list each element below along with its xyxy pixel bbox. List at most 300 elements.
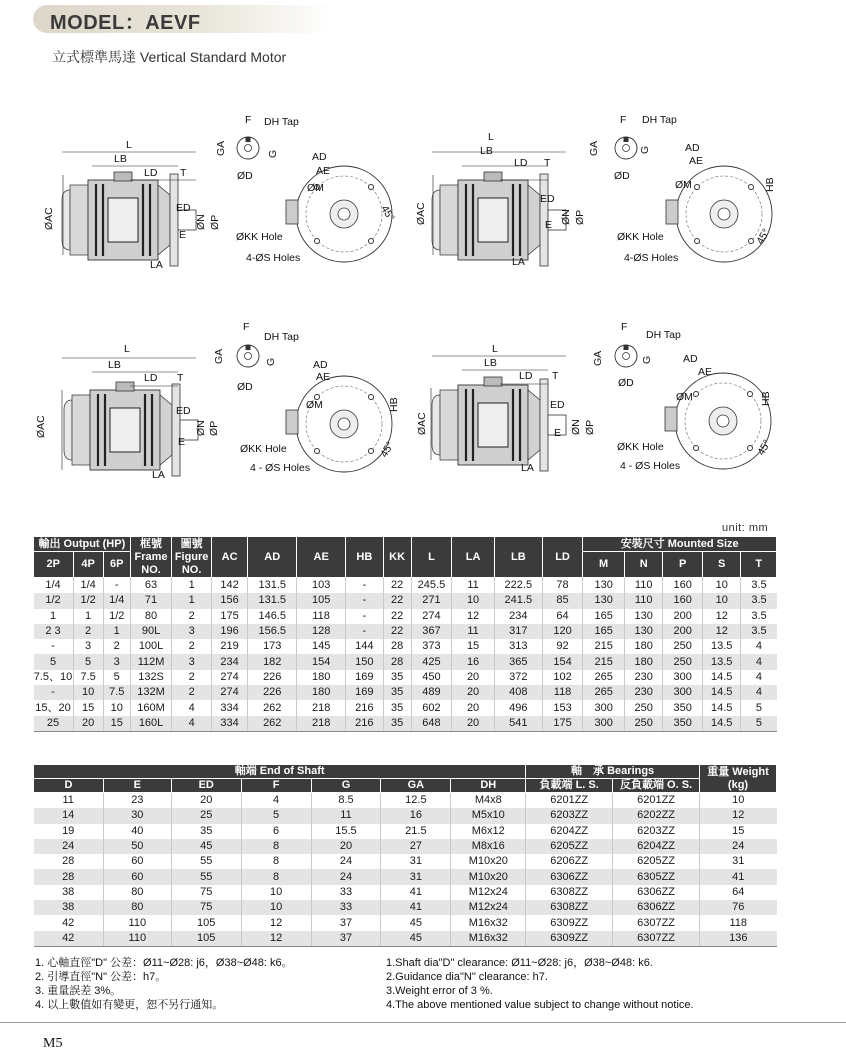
dimension-table-cell: 13.5 (702, 639, 741, 654)
dimension-table-cell: 5 (34, 654, 74, 669)
shaft-table-cell: 15 (700, 824, 777, 839)
fig1-AD: AD (312, 151, 327, 163)
fig2-LB: LB (480, 145, 493, 157)
dimension-table-cell: 2 (172, 609, 212, 624)
col-ED: ED (171, 779, 241, 793)
drawings-svg (0, 90, 846, 520)
fig2-AE: AE (689, 155, 704, 167)
fig3-GA: GA (213, 348, 225, 364)
dimension-table-cell: 132S (130, 670, 172, 685)
shaft-table-cell: 19 (62, 824, 75, 837)
note-zh-4: 4. 以上數值如有變更，恕不另行通知。 (35, 999, 224, 1011)
dimension-table-cell: 4 (741, 670, 777, 685)
fig3-LD: LD (144, 372, 158, 384)
shaft-table-cell: M4x8 (451, 793, 526, 809)
dimension-table-cell: 365 (494, 654, 542, 669)
dimension-table-cell: 20 (452, 685, 495, 700)
shaft-table-cell: 12 (241, 915, 311, 930)
shaft-table-cell: M12x24 (451, 900, 526, 915)
dimension-table-cell: 160M (130, 700, 172, 715)
dimension-table-cell: 215 (583, 654, 625, 669)
col-LS: 負載端 L. S. (526, 779, 613, 793)
fig3-L: L (124, 343, 130, 355)
dimension-table-cell: 1 (73, 609, 103, 624)
shaft-table-cell: 64 (700, 885, 777, 900)
bearings-group-header: 軸 承 Bearings (526, 765, 700, 779)
dimension-table-cell: 4 (741, 654, 777, 669)
dimension-table-cell: 265 (583, 670, 625, 685)
dimension-table-cell: 300 (583, 716, 625, 732)
col-DH: DH (451, 779, 526, 793)
fig3-AE: AE (316, 371, 331, 383)
shaft-table-cell: 6307ZZ (613, 915, 700, 930)
fig1-G: G (267, 149, 279, 158)
fig3-LB: LB (108, 359, 121, 371)
shaft-table-cell: M6x12 (451, 824, 526, 839)
dimension-table-cell: 3.5 (741, 609, 777, 624)
shaft-table-cell: 6306ZZ (613, 885, 700, 900)
fig3-F: F (243, 321, 250, 333)
dimension-table-cell: 35 (383, 685, 411, 700)
shaft-table-cell: 10 (241, 900, 311, 915)
shaft-table-cell: 6306ZZ (613, 900, 700, 915)
col-GA: GA (381, 779, 451, 793)
dimension-table-cell: 2 (172, 670, 212, 685)
shaft-table-cell: 45 (381, 915, 451, 930)
shaft-table-cell: 38 (34, 900, 104, 915)
shaft-table-cell: 80 (103, 885, 171, 900)
dimension-table-cell: 250 (663, 654, 703, 669)
dimension-table-cell: 3 (172, 654, 212, 669)
dimension-table-cell: - (34, 685, 74, 700)
fig4-GA: GA (592, 350, 604, 366)
shaft-table-cell: 28 (34, 869, 104, 884)
fig3-LA: LA (152, 469, 165, 481)
fig2-N: ØN (560, 209, 572, 225)
dimension-table-cell: 234 (494, 609, 542, 624)
dimension-table-cell: 28 (383, 639, 411, 654)
dimension-table-cell: 2 (172, 685, 212, 700)
fig1-L: L (126, 139, 132, 151)
dimension-table-cell: 1/2 (73, 593, 103, 608)
dimension-table-cell: 118 (542, 685, 583, 700)
fig1-E: E (179, 229, 187, 241)
shaft-table-cell: 6204ZZ (613, 839, 700, 854)
dimension-table-cell: 5 (73, 654, 103, 669)
dimension-table-cell: 250 (624, 716, 663, 732)
fig3-P: ØP (208, 420, 220, 436)
dimension-table-row (34, 593, 777, 608)
fig1-GA: GA (215, 140, 227, 156)
shaft-table-cell: 42 (34, 931, 104, 947)
dimension-table-cell: 11 (452, 578, 495, 594)
weight-header: 重量 Weight (kg) (700, 765, 777, 793)
shaft-table-cell: 6202ZZ (613, 808, 700, 823)
dimension-table-cell: 180 (624, 654, 663, 669)
fig4-LA: LA (521, 462, 534, 474)
dimension-table-cell: 250 (663, 639, 703, 654)
dimension-table-cell: 200 (663, 624, 703, 639)
dimension-table-cell: 250 (624, 700, 663, 715)
dimension-table-cell: 373 (411, 639, 452, 654)
fig1-AC: ØAC (43, 207, 55, 230)
dimension-table-cell: 230 (624, 670, 663, 685)
dimension-table-cell: 3.5 (741, 593, 777, 608)
dimension-table-cell: 541 (494, 716, 542, 732)
shaft-table-cell: 41 (700, 869, 777, 884)
dimension-table-cell: 1/4 (45, 579, 61, 592)
dimension-table-cell: 300 (663, 685, 703, 700)
shaft-table-cell: 20 (171, 793, 241, 809)
col-D: D (34, 779, 104, 793)
dimension-table-cell: 102 (542, 670, 583, 685)
col-KK: KK (383, 537, 411, 578)
fig1-N: ØN (195, 214, 207, 230)
dimension-table-cell: 22 (383, 578, 411, 594)
dimension-table-cell: 160L (130, 716, 172, 732)
col-4P: 4P (73, 552, 103, 578)
shaft-table-cell: 6203ZZ (613, 824, 700, 839)
dimension-table-cell: 3 (103, 654, 130, 669)
dimension-table-cell: 120 (542, 624, 583, 639)
dimension-table-cell: 10 (103, 700, 130, 715)
dimension-table-cell: 14.5 (702, 685, 741, 700)
col-LA: LA (452, 537, 495, 578)
fig4-M: ØM (676, 391, 693, 403)
dimension-table-cell: 274 (211, 670, 247, 685)
dimension-table-cell: 165 (583, 609, 625, 624)
dimension-table-cell: 20 (73, 716, 103, 732)
dimension-table-cell: 7.5、10 (33, 670, 73, 683)
fig4-L: L (492, 343, 498, 355)
fig4-AE: AE (698, 366, 713, 378)
dimension-table-cell: 22 (383, 593, 411, 608)
fig1-P: ØP (209, 214, 221, 230)
dimension-drawings (0, 90, 846, 520)
dimension-table-cell: 118 (297, 609, 346, 624)
dimension-table-cell: 313 (494, 639, 542, 654)
figure-4 (432, 377, 566, 471)
dimension-table-cell: 156 (211, 593, 247, 608)
dimension-table-cell: 173 (248, 639, 297, 654)
dimension-table-cell: 15 (103, 716, 130, 732)
dimension-table-cell: 425 (411, 654, 452, 669)
dimension-table-cell: 271 (411, 593, 452, 608)
shaft-table-cell: 6205ZZ (613, 854, 700, 869)
dimension-table-cell: 10 (452, 593, 495, 608)
dimension-table-cell: 4 (741, 685, 777, 700)
dimension-table-cell: 200 (663, 609, 703, 624)
shaft-table-cell: 33 (311, 885, 381, 900)
fig2-LD: LD (514, 157, 528, 169)
dimension-table-cell: 13.5 (702, 654, 741, 669)
dimension-table-cell: 16 (452, 654, 495, 669)
shaft-table-cell: 38 (62, 885, 75, 898)
dimension-table-cell: 648 (411, 716, 452, 732)
shaft-table-cell: 45 (381, 931, 451, 947)
dimension-table-cell: 265 (583, 685, 625, 700)
dimension-table-cell: 334 (211, 716, 247, 732)
dimension-table-cell: 216 (346, 716, 383, 732)
dimension-table-cell: 144 (346, 639, 383, 654)
fig4-AD: AD (683, 353, 698, 365)
col-AD: AD (248, 537, 297, 578)
figure-3 (64, 382, 198, 476)
dimension-table-cell: 215 (583, 639, 625, 654)
fig2-KK: ØKK Hole (617, 231, 664, 243)
dimension-table-cell: 146.5 (248, 609, 297, 624)
shaft-table-cell: 12.5 (381, 793, 451, 809)
dimension-table-cell: 131.5 (248, 593, 297, 608)
dimension-table-cell: - (346, 593, 383, 608)
dimension-table-cell: - (103, 578, 130, 594)
fig3-N: ØN (195, 420, 207, 436)
fig1-F: F (245, 114, 252, 126)
col-LD: LD (542, 537, 583, 578)
dimension-table-cell: 12 (452, 609, 495, 624)
dimension-table-cell: 3 (73, 639, 103, 654)
shaft-table-cell: 45 (171, 839, 241, 854)
shaft-table-cell: 75 (171, 885, 241, 900)
fig2-L: L (488, 131, 494, 143)
dimension-table-cell: 4 (172, 700, 212, 715)
fig3-G: G (265, 357, 277, 366)
dimension-table-cell: 130 (583, 578, 625, 594)
shaft-group-header: 軸端 End of Shaft (34, 765, 526, 779)
col-L: L (411, 537, 452, 578)
dimension-table-cell: 450 (411, 670, 452, 685)
shaft-table-cell: 31 (381, 854, 451, 869)
dimension-table-cell: 112M (130, 654, 172, 669)
dimension-table-row (34, 654, 777, 669)
shaft-table-cell: 37 (311, 915, 381, 930)
dimension-table-cell: 408 (494, 685, 542, 700)
dimension-table-cell: 1/2 (34, 593, 74, 608)
page-title: MODEL：AEVF (50, 12, 201, 34)
dimension-table-cell: 156.5 (248, 624, 297, 639)
shaft-table-cell: 20 (311, 839, 381, 854)
dimension-table-cell: 175 (542, 716, 583, 732)
dimension-table-cell: 142 (211, 578, 247, 594)
shaft-table-body (34, 793, 777, 947)
dimension-table-cell: 218 (297, 716, 346, 732)
note-en-1: 1.Shaft dia"D" clearance: Ø11~Ø28: j6，Ø38~Ø48: k6. (386, 957, 653, 969)
shaft-table-cell: 5 (241, 808, 311, 823)
fig2-S: 4-ØS Holes (624, 252, 679, 264)
dimension-table-cell: 350 (663, 700, 703, 715)
dimension-table-cell: 1/4 (73, 578, 103, 594)
shaft-table-cell: 6306ZZ (526, 869, 613, 884)
shaft-table-cell: 10 (241, 885, 311, 900)
dimension-table-cell: 1 (172, 578, 212, 594)
shaft-table-cell: 31 (700, 854, 777, 869)
fig2-AC: ØAC (415, 202, 427, 225)
dimension-table-cell: 25 (34, 716, 74, 732)
dimension-table-cell: 12 (702, 609, 741, 624)
shaft-table-row (34, 854, 777, 869)
col-OS: 反負載端 O. S. (613, 779, 700, 793)
dimension-table-row (34, 639, 777, 654)
dimension-table-cell: 489 (411, 685, 452, 700)
shaft-table-cell: 37 (311, 931, 381, 947)
fig4-E: E (554, 427, 562, 439)
fig4-LD: LD (519, 370, 533, 382)
dimension-table-cell: 100L (130, 639, 172, 654)
col-E: E (103, 779, 171, 793)
shaft-table-cell: M8x16 (451, 839, 526, 854)
shaft-table-cell: 30 (103, 808, 171, 823)
footer-divider (0, 1022, 846, 1023)
dimension-table-cell: 130 (583, 593, 625, 608)
shaft-table-row (34, 793, 777, 809)
dimension-table-cell: 160 (663, 578, 703, 594)
shaft-table-row (34, 900, 777, 915)
fig4-T: T (552, 370, 559, 382)
shaft-table-cell: 42 (62, 916, 75, 929)
shaft-table-cell: 25 (171, 808, 241, 823)
col-2P: 2P (34, 552, 74, 578)
note-zh-1: 1. 心軸直徑"D" 公差：Ø11~Ø28: j6，Ø38~Ø48: k6。 (35, 957, 293, 969)
shaft-table-cell: 105 (171, 915, 241, 930)
fig3-DH: DH Tap (264, 331, 299, 343)
dimension-table-cell: 180 (297, 685, 346, 700)
dimension-table-cell: 3 (172, 624, 212, 639)
shaft-table-cell: 41 (381, 900, 451, 915)
dimension-table-cell: 28 (383, 654, 411, 669)
shaft-table-cell: 6308ZZ (526, 885, 613, 900)
dimension-table-cell: 5 (741, 716, 777, 732)
dimension-table-cell: 5 (741, 700, 777, 715)
dimension-table-cell: 165 (583, 624, 625, 639)
fig2-GA: GA (588, 140, 600, 156)
shaft-table-cell: 60 (103, 869, 171, 884)
shaft-table-cell: 31 (381, 869, 451, 884)
fig4-ED: ED (550, 399, 565, 411)
fig2-T: T (544, 157, 551, 169)
col-T: T (741, 552, 777, 578)
dimension-table-cell: 196 (211, 624, 247, 639)
note-zh-3: 3. 重量誤差 3%。 (35, 985, 122, 997)
dimension-table-cell: 64 (542, 609, 583, 624)
shaft-table-cell: 28 (62, 855, 75, 868)
shaft-table-cell: 33 (311, 900, 381, 915)
dimension-table-cell: - (346, 624, 383, 639)
dimension-table-cell: 153 (542, 700, 583, 715)
fig3-M: ØM (306, 399, 323, 411)
fig3-E: E (178, 436, 186, 448)
dimension-table-cell: 22 (383, 624, 411, 639)
fig3-D: ØD (237, 381, 253, 393)
dimension-table-row (34, 700, 777, 715)
fig1-ED: ED (176, 202, 191, 214)
dimension-table-cell: 274 (211, 685, 247, 700)
fig1-AE: AE (316, 165, 331, 177)
fig2-ED: ED (540, 193, 555, 205)
shaft-table-cell: 50 (103, 839, 171, 854)
shaft-table-cell: 8.5 (311, 793, 381, 809)
dimension-table-cell: 110 (624, 593, 663, 608)
shaft-table-cell: 110 (103, 931, 171, 947)
shaft-table-cell: 6203ZZ (526, 808, 613, 823)
shaft-table-cell: M16x32 (451, 931, 526, 947)
shaft-table-cell: M5x10 (451, 808, 526, 823)
dimension-table-cell: 154 (297, 654, 346, 669)
col-HB: HB (346, 537, 383, 578)
dimension-table-cell: 230 (624, 685, 663, 700)
shaft-table-cell: 24 (700, 839, 777, 854)
fig2-HB: HB (764, 177, 776, 192)
fig2-AD: AD (685, 142, 700, 154)
dimension-table-cell: 85 (542, 593, 583, 608)
output-group-header: 輸出 Output (HP) (34, 537, 131, 552)
dimension-table-cell: 128 (297, 624, 346, 639)
shaft-table-cell: 136 (700, 931, 777, 947)
col-S: S (702, 552, 741, 578)
fig2-DH: DH Tap (642, 114, 677, 126)
shaft-table-cell: 118 (700, 915, 777, 930)
dimension-table-cell: 103 (297, 578, 346, 594)
shaft-table-cell: 23 (103, 793, 171, 809)
shaft-table-row (34, 839, 777, 854)
fig2-D: ØD (614, 170, 630, 182)
dimension-table-cell: 496 (494, 700, 542, 715)
dimension-table-cell: 35 (383, 700, 411, 715)
figure-1 (62, 172, 196, 266)
dimension-table-cell: 4 (172, 716, 212, 732)
fig4-deg: 45° (755, 437, 774, 458)
fig2-E: E (545, 219, 553, 231)
shaft-table-cell: 6309ZZ (526, 915, 613, 930)
dimension-table-cell: 175 (211, 609, 247, 624)
fig2-G: G (639, 145, 651, 154)
shaft-table-row (34, 808, 777, 823)
col-AE: AE (297, 537, 346, 578)
fig4-KK: ØKK Hole (617, 441, 664, 453)
shaft-table-cell: 60 (103, 854, 171, 869)
fig2-LA: LA (512, 256, 525, 268)
note-zh-2: 2. 引導直徑"N" 公差：h7。 (35, 971, 167, 983)
dimension-table-cell: 92 (542, 639, 583, 654)
dimension-table-cell: 160 (663, 593, 703, 608)
shaft-table-cell: M10x20 (451, 854, 526, 869)
fig3-S: 4 - ØS Holes (250, 462, 311, 474)
fig1-T: T (180, 167, 187, 179)
dimension-table-cell: 1/2 (103, 609, 130, 624)
shaft-table (33, 764, 777, 947)
dimension-table-row (34, 578, 777, 594)
dimension-table-cell: 10 (702, 578, 741, 594)
dimension-table-cell: 12 (702, 624, 741, 639)
page-number: M5 (43, 1036, 63, 1051)
fig3-deg: 45° (378, 439, 397, 460)
dimension-table-cell: 216 (346, 700, 383, 715)
shaft-table-cell: 6309ZZ (526, 931, 613, 947)
shaft-table-row (34, 931, 777, 947)
dimension-table-cell: 234 (211, 654, 247, 669)
shaft-table-cell: 40 (103, 824, 171, 839)
dimension-table-cell: 169 (346, 685, 383, 700)
fig1-LB: LB (114, 153, 127, 165)
shaft-table-cell: 8 (241, 869, 311, 884)
figure-header: 圖號 Figure NO. (172, 537, 212, 578)
frame-header: 框號 Frame NO. (130, 537, 172, 578)
shaft-table-row (34, 915, 777, 930)
dimension-table-row (34, 685, 777, 700)
note-en-2: 2.Guidance dia"N" clearance: h7. (386, 971, 548, 983)
dimension-table-cell: 218 (297, 700, 346, 715)
dimension-table-cell: 300 (663, 670, 703, 685)
dimension-table-cell: 110 (624, 578, 663, 594)
